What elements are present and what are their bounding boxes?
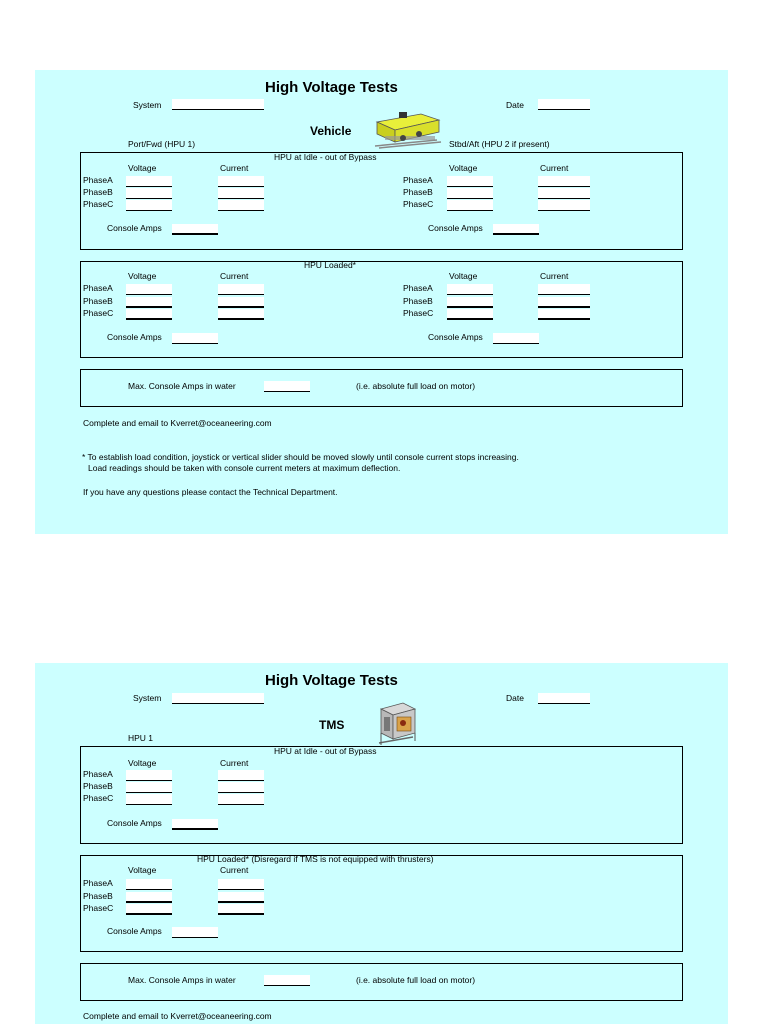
hpu2-loaded-current-b[interactable] (538, 297, 590, 308)
voltage-header: Voltage (128, 271, 157, 281)
load-note-line-2: Load readings should be taken with console current meters at maximum deflection. (88, 463, 401, 473)
tms-loaded-voltage-a[interactable] (126, 879, 172, 890)
phase-b-label: PhaseB (403, 296, 433, 306)
hpu1-idle-voltage-b[interactable] (126, 188, 172, 199)
max-amps-note: (i.e. absolute full load on motor) (356, 381, 476, 391)
date-field[interactable] (538, 99, 590, 110)
phase-c-label: PhaseC (403, 308, 434, 318)
hpu1-loaded-voltage-a[interactable] (126, 284, 172, 295)
hpu1-idle-console-amps[interactable] (172, 224, 218, 235)
port-fwd-heading: Port/Fwd (HPU 1) (128, 139, 196, 149)
hpu2-loaded-voltage-c[interactable] (447, 309, 493, 320)
voltage-header: Voltage (128, 865, 157, 875)
tms-idle-voltage-c[interactable] (126, 794, 172, 805)
tms-loaded-console-amps[interactable] (172, 927, 218, 938)
tms-idle-current-a[interactable] (218, 770, 264, 781)
tms-loaded-current-c[interactable] (218, 904, 264, 915)
console-amps-label: Console Amps (107, 818, 162, 828)
console-amps-label: Console Amps (428, 223, 483, 233)
max-amps-label: Max. Console Amps in water (128, 975, 236, 985)
system-field[interactable] (172, 99, 264, 110)
current-header: Current (220, 865, 249, 875)
tms-loaded-current-b[interactable] (218, 892, 264, 903)
console-amps-label: Console Amps (107, 332, 162, 342)
max-amps-field[interactable] (264, 381, 310, 392)
current-header: Current (540, 271, 569, 281)
idle-section-title: HPU at Idle - out of Bypass (274, 746, 377, 756)
phase-a-label: PhaseA (83, 769, 113, 779)
hpu2-idle-voltage-a[interactable] (447, 176, 493, 187)
phase-a-label: PhaseA (83, 283, 113, 293)
stbd-aft-heading: Stbd/Aft (HPU 2 if present) (449, 139, 550, 149)
phase-b-label: PhaseB (83, 891, 113, 901)
hpu1-idle-voltage-a[interactable] (126, 176, 172, 187)
phase-c-label: PhaseC (83, 903, 114, 913)
hpu2-idle-current-b[interactable] (538, 188, 590, 199)
hpu1-loaded-console-amps[interactable] (172, 333, 218, 344)
rov-vehicle-icon (371, 108, 443, 150)
phase-a-label: PhaseA (403, 283, 433, 293)
contact-note: If you have any questions please contact the Technical Department. (83, 487, 338, 497)
phase-a-label: PhaseA (83, 878, 113, 888)
hpu1-idle-current-a[interactable] (218, 176, 264, 187)
hpu2-loaded-voltage-a[interactable] (447, 284, 493, 295)
tms-subtitle: TMS (319, 718, 345, 732)
tms-test-sheet (35, 663, 728, 1024)
voltage-header: Voltage (128, 163, 157, 173)
tms-idle-voltage-b[interactable] (126, 782, 172, 793)
voltage-header: Voltage (449, 271, 478, 281)
vehicle-subtitle: Vehicle (310, 124, 352, 138)
date-label: Date (506, 693, 524, 703)
current-header: Current (220, 758, 249, 768)
date-field[interactable] (538, 693, 590, 704)
hpu1-idle-current-c[interactable] (218, 200, 264, 211)
phase-c-label: PhaseC (403, 199, 434, 209)
phase-b-label: PhaseB (403, 187, 433, 197)
max-amps-label: Max. Console Amps in water (128, 381, 236, 391)
console-amps-label: Console Amps (107, 223, 162, 233)
hpu2-loaded-voltage-b[interactable] (447, 297, 493, 308)
hpu2-idle-current-a[interactable] (538, 176, 590, 187)
hpu1-loaded-voltage-c[interactable] (126, 309, 172, 320)
tms-idle-voltage-a[interactable] (126, 770, 172, 781)
phase-b-label: PhaseB (83, 187, 113, 197)
tms-idle-current-b[interactable] (218, 782, 264, 793)
hpu2-loaded-current-a[interactable] (538, 284, 590, 295)
phase-b-label: PhaseB (83, 781, 113, 791)
hpu1-idle-voltage-c[interactable] (126, 200, 172, 211)
console-amps-label: Console Amps (428, 332, 483, 342)
hpu2-loaded-console-amps[interactable] (493, 333, 539, 344)
current-header: Current (220, 271, 249, 281)
vehicle-test-sheet (35, 70, 728, 534)
email-note: Complete and email to Kverret@oceaneering.com (83, 1011, 272, 1021)
hpu1-loaded-current-a[interactable] (218, 284, 264, 295)
tms-idle-console-amps[interactable] (172, 819, 218, 830)
phase-c-label: PhaseC (83, 793, 114, 803)
hpu2-idle-current-c[interactable] (538, 200, 590, 211)
tms-loaded-voltage-b[interactable] (126, 892, 172, 903)
voltage-header: Voltage (449, 163, 478, 173)
voltage-header: Voltage (128, 758, 157, 768)
tms-cage-icon (373, 699, 419, 747)
tms-form-title: High Voltage Tests (265, 672, 398, 689)
hpu1-loaded-voltage-b[interactable] (126, 297, 172, 308)
hpu1-heading: HPU 1 (128, 733, 154, 743)
max-amps-field[interactable] (264, 975, 310, 986)
system-label: System (133, 693, 162, 703)
vehicle-form-title: High Voltage Tests (265, 79, 398, 96)
tms-loaded-voltage-c[interactable] (126, 904, 172, 915)
load-note-line-1: * To establish load condition, joystick or vertical slider should be moved slowly until console current stops increasing. (82, 452, 519, 462)
tms-loaded-current-a[interactable] (218, 879, 264, 890)
date-label: Date (506, 100, 524, 110)
hpu1-idle-current-b[interactable] (218, 188, 264, 199)
email-note: Complete and email to Kverret@oceaneering.com (83, 418, 272, 428)
hpu2-loaded-current-c[interactable] (538, 309, 590, 320)
current-header: Current (540, 163, 569, 173)
loaded-section-title: HPU Loaded* (Disregard if TMS is not equipped with thrusters) (197, 854, 434, 864)
system-field[interactable] (172, 693, 264, 704)
phase-a-label: PhaseA (83, 175, 113, 185)
console-amps-label: Console Amps (107, 926, 162, 936)
current-header: Current (220, 163, 249, 173)
phase-a-label: PhaseA (403, 175, 433, 185)
hpu2-idle-console-amps[interactable] (493, 224, 539, 235)
phase-c-label: PhaseC (83, 199, 114, 209)
max-amps-note: (i.e. absolute full load on motor) (356, 975, 476, 985)
system-label: System (133, 100, 162, 110)
hpu1-loaded-current-b[interactable] (218, 297, 264, 308)
tms-idle-current-c[interactable] (218, 794, 264, 805)
loaded-section-title: HPU Loaded* (304, 260, 356, 270)
idle-section-title: HPU at Idle - out of Bypass (274, 152, 377, 162)
phase-b-label: PhaseB (83, 296, 113, 306)
hpu2-idle-voltage-c[interactable] (447, 200, 493, 211)
phase-c-label: PhaseC (83, 308, 114, 318)
hpu2-idle-voltage-b[interactable] (447, 188, 493, 199)
hpu1-loaded-current-c[interactable] (218, 309, 264, 320)
